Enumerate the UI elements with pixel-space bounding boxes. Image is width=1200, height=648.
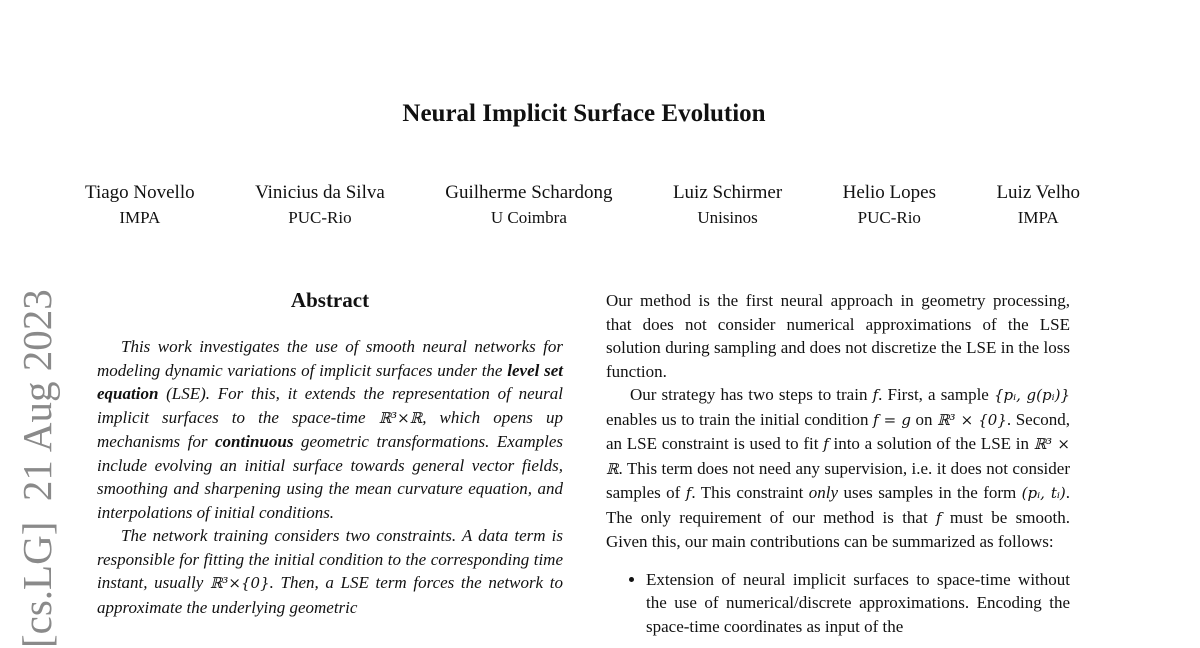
text-span: . This term does not need any supervision, i.e. it does not consider samples of [606,458,1070,502]
abstract-paragraph [97,335,563,524]
author-affiliation: Unisinos [697,208,758,227]
author-block [85,181,195,229]
text-span: into a solution of the LSE in [828,434,1034,453]
paper-title: Neural Implicit Surface Evolution [402,100,766,127]
math-expression: f = g [873,410,911,429]
intro-column [606,289,1070,638]
math-expression: ℝ³×{0} [209,574,270,592]
author-affiliation: IMPA [1017,208,1059,227]
arxiv-identifier-stamp: [cs.LG] 21 Aug 2023 [14,289,60,648]
text-span: enables us to train the initial condition [606,409,874,429]
abstract-paragraph [97,524,563,619]
bold-term: level set equation [97,360,564,403]
author-block [996,181,1080,229]
author-block [445,181,612,229]
body-paragraph [606,383,1070,554]
author-name: Vinicius da Silva [255,182,385,203]
text-span: geometric transformations. Examples include evolving an initial surface towards general vector fields, smoothing and sharpening using the mean curvature equation, and interpolations of initial conditions. [97,432,563,522]
bold-term: continuous [215,432,294,451]
math-expression: ℝ³ × {0} [937,410,1007,429]
author-list [85,181,1080,229]
author-affiliation: PUC-Rio [857,208,921,227]
emphasis: only [808,483,839,502]
list-item: • Extension of neural implicit surfaces to space-time without the use of numerical/discrete approximations. Encoding the space-time coordinates as input of the [646,568,1070,639]
text-span: . The only requirement of our method is that [606,483,1070,527]
contributions-list [606,568,1070,639]
text-span: on [910,409,938,429]
text-span: , which opens up mechanisms for [97,407,563,451]
author-name: Tiago Novello [85,182,195,203]
math-expression: f [685,484,692,502]
author-block [255,181,385,229]
text-span: uses samples in the form [838,483,1022,502]
text-span: . Second, an LSE constraint is used to fit [606,409,1071,453]
author-affiliation: PUC-Rio [288,208,352,227]
body-paragraph: Our method is the first neural approach in geometry processing, that does not consider numerical approximations of the LSE solution during sampling and does not discretize the LSE in the loss function. [606,291,1070,381]
author-block [843,181,936,229]
author-block [673,181,782,229]
math-expression: {pᵢ, g(pᵢ)} [993,386,1070,404]
math-expression: ℝ³ × ℝ [606,435,1070,478]
author-name: Guilherme Schardong [445,182,613,203]
text-span: This work investigates the use of smooth neural networks for modeling dynamic variations of implicit surfaces under the [97,337,563,380]
text-span: . This constraint [691,483,809,502]
math-expression: f [823,435,829,453]
text-span: Our strategy has two steps to train [630,385,873,404]
author-name: Luiz Velho [996,182,1080,203]
math-expression: f [872,386,879,404]
abstract-section [97,287,563,619]
math-expression: ℝ³×ℝ [378,408,423,427]
text-span: . Then, a LSE term forces the network to approximate the underlying geometric [97,573,563,617]
author-name: Helio Lopes [842,182,936,203]
math-expression: (pᵢ, tᵢ) [1021,484,1066,502]
text-span: (LSE). For this, it extends the representation of neural implicit surfaces to the space-time [97,384,563,427]
text-span: . First, a sample [878,385,994,404]
text-span: The network training considers two constraints. A data term is responsible for fitting the initial condition to the corresponding time instant, usually [97,526,563,592]
author-affiliation: U Coimbra [490,208,567,227]
abstract-heading: Abstract [290,288,370,312]
author-affiliation: IMPA [119,208,161,227]
text-span: must be smooth. Given this, our main contributions can be summarized as follows: [606,507,1070,551]
math-expression: f [936,508,942,527]
author-name: Luiz Schirmer [672,182,783,203]
